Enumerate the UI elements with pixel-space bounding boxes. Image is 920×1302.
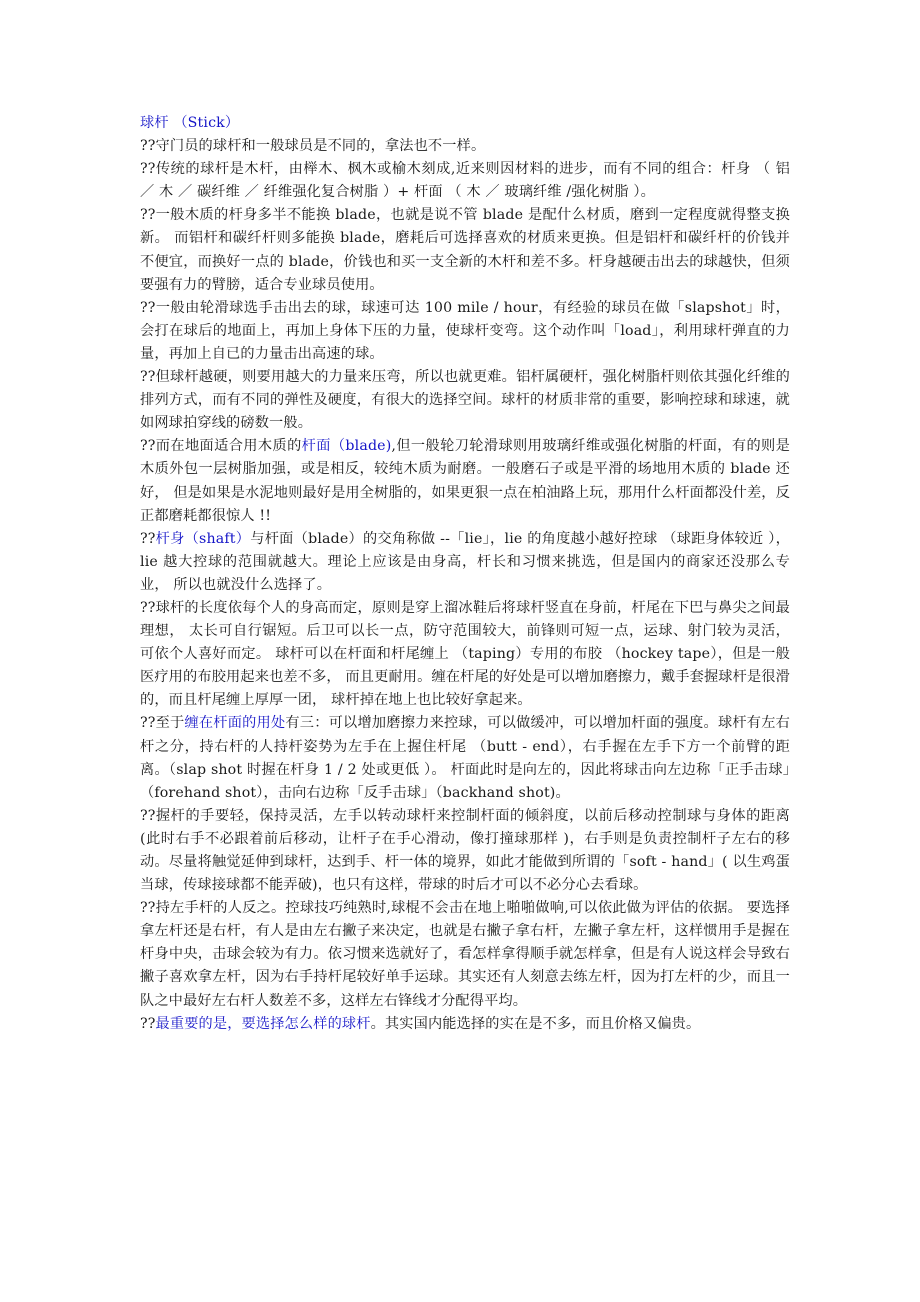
paragraph-text: 与杆面（blade）的交角称做 --「lie」，lie 的角度越小越好控球 （球距身体较近 ）， lie 越大控球的范围就越大。理论上应该是由身高，杆长和习惯来挑选，但是国内的商家还没那么专业， 所以也就没什么选择了。 [140, 530, 790, 593]
paragraph-text: ?? [140, 1015, 156, 1032]
paragraph-text: ??球杆的长度依每个人的身高而定，原则是穿上溜冰鞋后将球杆竖直在身前，杆尾在下巴与鼻尖之间最理想， 太长可自行锯短。后卫可以长一点，防守范围较大，前锋则可短一点，运球、射门较为灵活， 可依个人喜好而定。 球杆可以在杆面和杆尾缠上 （taping）专用的布胶 （hockey tape），但是一般医疗用的布胶用起来也差不多， 而且更耐用。缠在杆尾的好处是可以增加磨擦力，戴手套握球杆是很滑的，而且杆尾缠上厚厚一团， 球杆掉在地上也比较好拿起来。 [140, 599, 790, 709]
section-title: 球杆 （Stick） [140, 115, 240, 131]
paragraph [140, 135, 790, 158]
paragraph-text: ?? [140, 530, 156, 547]
paragraph-text: ??至于 [140, 715, 185, 732]
paragraph-text: ??传统的球杆是木杆，由榉木、枫木或榆木刻成,近来则因材料的进步，而有不同的组合：杆身 （ 铝 ／ 木 ／ 碳纤维 ／ 纤维强化复合树脂 ）+ 杆面 （ 木 ／ 玻璃纤维 /强化树脂 ）。 [140, 161, 790, 201]
paragraph [140, 597, 790, 712]
paragraph [140, 1013, 790, 1036]
paragraph [140, 366, 790, 435]
paragraph-text: ??一般由轮滑球选手击出去的球，球速可达 100 mile / hour，有经验的球员在做「slapshot」时，会打在球后的地面上，再加上身体下压的力量，使球杆变弯。这个动作叫「load」，利用球杆弹直的力量，再加上自已的力量击出高速的球。 [140, 299, 790, 362]
paragraph-text: ,但一般轮刀轮滑球则用玻璃纤维或强化树脂的杆面，有的则是木质外包一层树脂加强，或是相反，较纯木质为耐磨。一般磨石子或是平滑的场地用木质的 blade 还好， 但是如果是水泥地则最好是用全树脂的，如果更狠一点在柏油路上玩，那用什么杆面都没什差，反正都磨耗都很惊人 !! [140, 438, 790, 524]
document-body [140, 112, 790, 1036]
paragraph-list [140, 135, 790, 1036]
paragraph [140, 805, 790, 897]
highlighted-term: 缠在杆面的用处 [184, 715, 286, 732]
highlighted-term: 杆面（blade) [301, 438, 392, 455]
highlighted-term: 最重要的是，要选择怎么样的球杆 [155, 1015, 371, 1032]
paragraph-text: 。其实国内能选择的实在是不多，而且价格又偏贵。 [370, 1015, 701, 1032]
paragraph-text: ??而在地面适合用木质的 [140, 438, 302, 455]
highlighted-term: 杆身（shaft） [155, 530, 251, 547]
paragraph-text: ??一般木质的杆身多半不能换 blade，也就是说不管 blade 是配什么材质，磨到一定程度就得整支换新。 而铝杆和碳纤杆则多能换 blade，磨耗后可选择喜欢的材质来更换。但是铝杆和碳纤杆的价钱并不便宜，而换好一点的 blade，价钱也和买一支全新的木杆和差不多。杆身越硬击出去的球越快，但须要强有力的臂膀，适合专业球员使用。 [140, 207, 790, 293]
paragraph-text: ??持左手杆的人反之。控球技巧纯熟时,球棍不会击在地上啪啪做响,可以依此做为评估的依据。 要选择拿左杆还是右杆，有人是由左右撇子来决定，也就是右撇子拿右杆，左撇子拿左杆，这样惯用手是握在杆身中央，击球会较为有力。依习惯来选就好了，看怎样拿得顺手就怎样拿，但是有人说这样会导致右撇子喜欢拿左杆，因为右手持杆尾较好单手运球。其实还有人刻意去练左杆，因为打左杆的少，而且一队之中最好左右杆人数差不多，这样左右锋线才分配得平均。 [140, 900, 790, 1009]
paragraph [140, 528, 790, 597]
paragraph [140, 297, 790, 366]
paragraph-text: ??守门员的球杆和一般球员是不同的，拿法也不一样。 [140, 138, 486, 155]
paragraph [140, 158, 790, 204]
paragraph [140, 897, 790, 1012]
paragraph [140, 204, 790, 296]
paragraph-text: 有三：可以增加磨擦力来控球，可以做缓冲，可以增加杆面的强度。球杆有左右杆之分，持右杆的人持杆姿势为左手在上握住杆尾 （butt - end），右手握在左手下方一个前臂的距离。（slap shot 时握在杆身 1 / 2 处或更低 ）。 杆面此时是向左的，因此将球击向左边称「正手击球」（forehand shot），击向右边称「反手击球」（backhand shot)。 [140, 715, 790, 801]
paragraph [140, 435, 790, 527]
paragraph-text: ??握杆的手要轻，保持灵活，左手以转动球杆来控制杆面的倾斜度，以前后移动控制球与身体的距离 (此时右手不必跟着前后移动，让杆子在手心滑动，像打撞球那样 )，右手则是负责控制杆子左右的移动。尽量将触觉延伸到球杆，达到手、杆一体的境界，如此才能做到所谓的「soft - hand」( 以生鸡蛋当球，传球接球都不能弄破)，也只有这样，带球的时后才可以不必分心去看球。 [140, 807, 790, 894]
paragraph [140, 712, 790, 804]
paragraph-text: ??但球杆越硬，则要用越大的力量来压弯，所以也就更难。铝杆属硬杆，强化树脂杆则依其强化纤维的排列方式，而有不同的弹性及硬度，有很大的选择空间。球杆的材质非常的重要，影响控球和球速，就如网球拍穿线的磅数一般。 [140, 369, 790, 432]
